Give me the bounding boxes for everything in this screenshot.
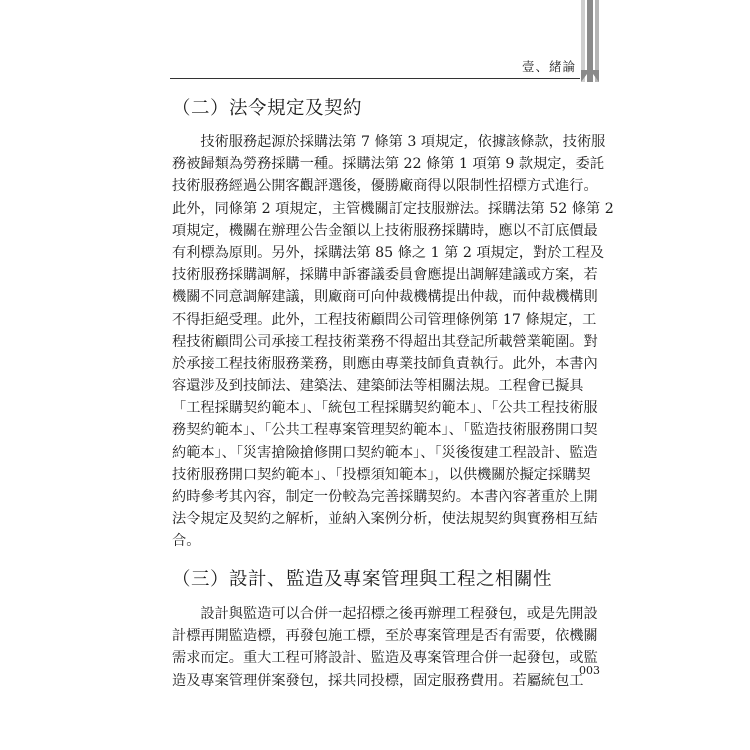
paragraph-line: 法令規定及契約之解析，並納入案例分析，使法規契約與實務相互結 [172,511,598,528]
paragraph-line: 程技術顧問公司承接工程技術業務不得超出其登記所載營業範圍。對 [172,333,598,350]
paragraph-line: 機關不同意調解建議，則廠商可向仲裁機構提出仲裁，而仲裁機構則 [172,289,598,306]
running-header-chapter: 壹、緒論 [521,59,576,74]
paragraph-line: 「工程採購契約範本」、「統包工程採購契約範本」、「公共工程技術服 [172,400,598,417]
paragraph-line: 務被歸類為勞務採購一種。採購法第 22 條第 1 項第 9 款規定，委託 [172,156,605,173]
section-heading-design: （三）設計、監造及專案管理與工程之相關性 [172,569,553,590]
paragraph-line: 於承接工程技術服務業務，則應由專業技師負責執行。此外，本書內 [172,355,598,372]
chapter-tab-tail [581,70,599,82]
paragraph-line: 設計與監造可以合併一起招標之後再辦理工程發包，或是先開設 [172,606,598,622]
paragraph-line: 約範本」、「災害搶險搶修開口契約範本」、「災後復建工程設計、監造 [172,444,598,461]
paragraph-line: 約時參考其內容，制定一份較為完善採購契約。本書內容著重於上開 [172,489,598,505]
paragraph-line: 合。 [172,533,201,550]
paragraph-line: 計標再開監造標，再發包施工標，至於專案管理是否有需要，依機關 [172,628,598,645]
paragraph-line: 造及專案管理併案發包，採共同投標，固定服務費用。若屬統包工 [172,672,584,689]
paragraph-line: 有利標為原則。另外，採購法第 85 條之 1 第 2 項規定，對於工程及 [172,244,605,261]
page-number: 003 [579,664,600,677]
paragraph-legal [172,131,614,553]
paragraph-line: 容還涉及到技師法、建築法、建築師法等相關法規。工程會已擬具 [172,378,584,395]
paragraph-line: 不得拒絕受理。此外，工程技術顧問公司管理條例第 17 條規定，工 [172,311,597,328]
paragraph-line: 務契約範本」、「公共工程專案管理契約範本」、「監造技術服務開口契 [172,422,598,439]
paragraph-line: 技術服務起源於採購法第 7 條第 3 項規定，依據該條款，技術服 [172,134,606,150]
section-heading-legal: （二）法令規定及契約 [172,98,363,119]
paragraph-line: 技術服務採購調解，採購申訴審議委員會應提出調解建議或方案，若 [172,267,598,284]
header-rule [170,78,580,79]
paragraph-line: 技術服務經過公開客觀評選後，優勝廠商得以限制性招標方式進行。 [172,178,598,195]
paragraph-line: 需求而定。重大工程可將設計、監造及專案管理合併一起發包，或監 [172,650,598,667]
paragraph-line: 技術服務開口契約範本」、「投標須知範本」，以供機關於擬定採購契 [172,466,591,483]
paragraph-line: 項規定，機關在辦理公告金額以上技術服務採購時，應以不訂底價最 [172,222,598,239]
paragraph-line: 此外，同條第 2 項規定，主管機關訂定技服辦法。採購法第 52 條第 2 [172,200,614,217]
